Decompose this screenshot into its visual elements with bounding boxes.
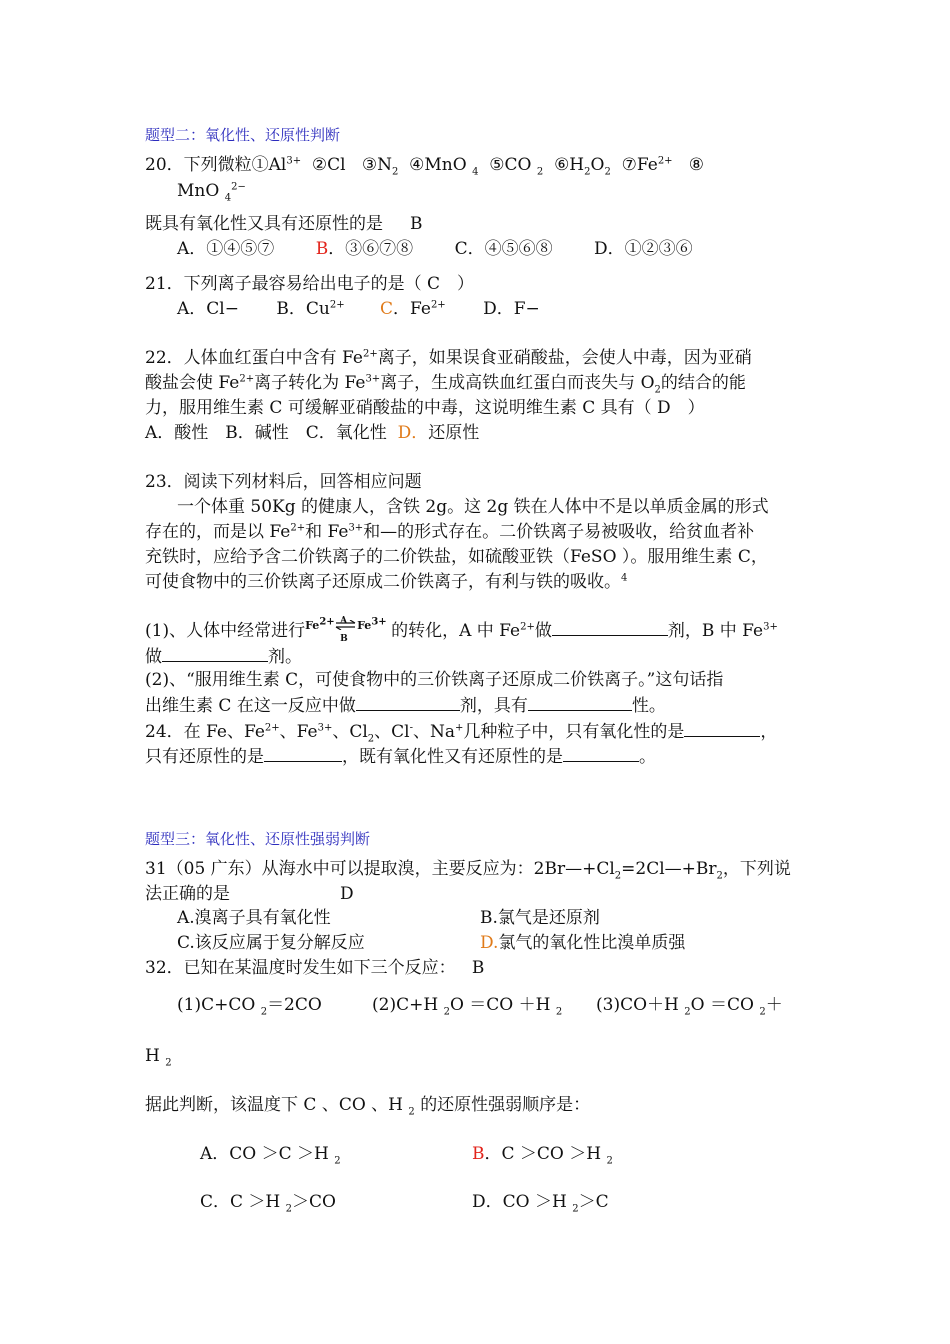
option-b-text: ．C ＞CO ＞H bbox=[484, 1144, 602, 1164]
question-23-para-3 bbox=[145, 546, 768, 568]
q23-text: (1)、人体中经常进行 bbox=[145, 621, 306, 641]
q31-text: =2Cl—+Br bbox=[621, 859, 717, 879]
q23-text: 可使食物中的三价铁离子还原成二价铁离子，有利与铁的吸收。 bbox=[145, 572, 621, 592]
q23-text: 和 Fe bbox=[305, 522, 349, 542]
option-d-text: 氯气的氧化性比溴单质强 bbox=[498, 933, 686, 953]
subscript: 2 bbox=[443, 1006, 450, 1018]
conversion-left-text: Fe bbox=[305, 619, 320, 632]
answer-blank[interactable] bbox=[356, 694, 460, 711]
superscript: 2+ bbox=[319, 616, 335, 628]
q32-text: H bbox=[145, 1046, 160, 1066]
q23-text: 充铁时，应给予含二价铁离子的二价铁盐，如硫酸亚铁（FeSO ）。服用维生素 C， bbox=[145, 547, 768, 567]
superscript: 2+ bbox=[239, 373, 255, 385]
q23-text: 23．阅读下列材料后，回答相应问题 bbox=[145, 472, 422, 492]
section-title-text: 题型二：氧化性、还原性判断 bbox=[145, 126, 341, 144]
question-23-sub-2-cont bbox=[145, 694, 666, 717]
subscript: 2 bbox=[654, 384, 661, 396]
superscript: 2+ bbox=[520, 621, 535, 633]
question-21-options bbox=[177, 298, 540, 320]
subscript: 2 bbox=[165, 1057, 172, 1069]
option-c-text: C.该反应属于复分解反应 bbox=[177, 933, 365, 953]
q23-text: 性。 bbox=[631, 696, 666, 716]
question-23-para-2 bbox=[145, 521, 754, 543]
q32-text: ＋ bbox=[765, 995, 783, 1015]
answer-blank[interactable] bbox=[264, 745, 342, 762]
q20-item: ③N bbox=[361, 155, 392, 175]
question-20-line-1 bbox=[145, 154, 704, 176]
superscript: 2− bbox=[231, 181, 246, 193]
superscript: 2+ bbox=[290, 522, 306, 534]
q24-text: ， bbox=[760, 722, 778, 742]
superscript: 4 bbox=[621, 572, 628, 584]
superscript: - bbox=[409, 722, 413, 734]
option-d: D．①②③⑥ bbox=[594, 239, 693, 259]
q24-text: 只有还原性的是 bbox=[145, 747, 264, 767]
q32-text: ＝2CO bbox=[267, 995, 322, 1015]
option-c: ．Fe bbox=[393, 299, 431, 319]
answer-blank[interactable] bbox=[684, 720, 760, 737]
option-a-text: A.溴离子具有氧化性 bbox=[177, 908, 331, 928]
q23-text: 做 bbox=[534, 621, 552, 641]
q23-text: 的转化，A 中 Fe bbox=[391, 621, 521, 641]
q24-text: 、Fe bbox=[279, 722, 318, 742]
option-d bbox=[472, 1191, 609, 1213]
superscript: + bbox=[455, 722, 464, 734]
option-b: ．③⑥⑦⑧ bbox=[328, 239, 414, 259]
q20-item: ④MnO bbox=[409, 155, 467, 175]
subscript: 2 bbox=[555, 1006, 563, 1018]
answer-blank[interactable] bbox=[162, 645, 268, 662]
q20-item: ⑥H bbox=[554, 155, 585, 175]
question-23-sub-1-cont bbox=[145, 645, 302, 668]
q32-text: (3)CO＋H bbox=[596, 995, 679, 1015]
conversion-label-b: B bbox=[340, 634, 348, 644]
question-31-line-1 bbox=[145, 858, 791, 880]
answer: B bbox=[471, 958, 485, 978]
superscript: 3+ bbox=[763, 621, 778, 633]
question-24-line-1 bbox=[145, 720, 777, 743]
option-c-letter: C bbox=[379, 299, 393, 319]
conversion-label-a: A bbox=[340, 616, 348, 626]
question-20-options bbox=[177, 238, 693, 260]
option-b bbox=[480, 907, 600, 929]
q23-text: (2)、“服用维生素 C，可使食物中的三价铁离子还原成二价铁离子。”这句话指 bbox=[145, 670, 724, 690]
option-b-letter: B bbox=[472, 1144, 485, 1164]
q24-text: 24．在 Fe、Fe bbox=[145, 722, 265, 742]
subscript: 2 bbox=[684, 1006, 691, 1018]
q23-text: 做 bbox=[145, 647, 162, 667]
q20-item: MnO bbox=[177, 181, 220, 201]
q32-text: (1)C+CO bbox=[177, 995, 256, 1015]
q20-item: ⑧ bbox=[688, 155, 705, 175]
subscript: 2 bbox=[536, 166, 544, 178]
question-23-sub-1 bbox=[145, 614, 778, 644]
option-d: D．F− bbox=[483, 299, 540, 319]
question-31-line-2 bbox=[145, 883, 354, 905]
option-c-text: C．C ＞H bbox=[200, 1192, 281, 1212]
subscript: 2 bbox=[367, 733, 375, 745]
question-20-line-3 bbox=[145, 213, 423, 235]
q22-text: 酸盐会使 Fe bbox=[145, 373, 240, 393]
q23-text: 剂。 bbox=[268, 647, 302, 667]
superscript: 2+ bbox=[657, 155, 673, 167]
subscript: 2 bbox=[716, 870, 723, 882]
conversion-right bbox=[357, 615, 387, 637]
superscript: 2+ bbox=[362, 348, 378, 360]
q22-text: 力，服用维生素 C 可缓解亚硝酸盐的中毒，这说明维生素 C 具有（ D ） bbox=[145, 398, 705, 418]
option-b: B．Cu bbox=[276, 299, 330, 319]
question-22-line-1 bbox=[145, 347, 752, 369]
answer: D bbox=[340, 884, 354, 904]
q23-text: 一个体重 50Kg 的健康人，含铁 2g。这 2g 铁在人体中不是以单质金属的形式 bbox=[177, 497, 769, 517]
superscript: 3+ bbox=[317, 722, 333, 734]
option-a-text: A．CO ＞C ＞H bbox=[200, 1144, 329, 1164]
q32-text: 32．已知在某温度时发生如下三个反应： bbox=[145, 958, 456, 978]
q23-text: 剂，B 中 Fe bbox=[667, 621, 764, 641]
q32-text: 据此判断，该温度下 C 、CO 、H bbox=[145, 1095, 403, 1115]
q24-text: 、Cl bbox=[332, 722, 368, 742]
answer: B bbox=[410, 214, 423, 234]
q22-text: 22．人体血红蛋白中含有 Fe bbox=[145, 348, 363, 368]
question-20-line-2 bbox=[177, 180, 246, 202]
subscript: 2 bbox=[606, 1155, 613, 1167]
subscript: 4 bbox=[224, 192, 232, 204]
subscript: 4 bbox=[472, 166, 479, 178]
q23-text: 和—的形式存在。二价铁离子易被吸收，给贫血者补 bbox=[363, 522, 755, 542]
question-24-line-2 bbox=[145, 745, 656, 768]
superscript: 2+ bbox=[430, 299, 446, 311]
subscript: 2 bbox=[604, 166, 611, 178]
section-title-text: 题型三：氧化性、还原性强弱判断 bbox=[145, 830, 371, 848]
superscript: 3+ bbox=[365, 373, 381, 385]
subscript: 2 bbox=[391, 166, 399, 178]
option-c bbox=[177, 932, 365, 954]
answer-blank[interactable] bbox=[563, 745, 639, 762]
q23-text: 存在的，而是以 Fe bbox=[145, 522, 291, 542]
option-d-letter: D． bbox=[397, 423, 429, 443]
reaction-3-cont bbox=[145, 1045, 172, 1067]
option-d bbox=[480, 932, 685, 954]
reaction-3 bbox=[596, 994, 783, 1016]
q24-text: ，既有氧化性又有还原性的是 bbox=[342, 747, 563, 767]
subscript: 2 bbox=[285, 1203, 293, 1215]
question-23-para-4 bbox=[145, 571, 627, 593]
option-d-letter: D. bbox=[480, 933, 499, 953]
q20-item: O bbox=[590, 155, 605, 175]
reaction-2 bbox=[372, 994, 562, 1016]
q24-text: 。 bbox=[639, 747, 656, 767]
option-c: C．④⑤⑥⑧ bbox=[454, 239, 553, 259]
section-title bbox=[145, 124, 340, 146]
conversion-right-text: Fe bbox=[357, 619, 372, 632]
option-b-letter: B bbox=[315, 239, 329, 259]
option-a: A．①④⑤⑦ bbox=[177, 239, 275, 259]
option-c-text: ＞CO bbox=[292, 1192, 336, 1212]
option-d-text: ＞C bbox=[578, 1192, 609, 1212]
q20-item: ②Cl bbox=[311, 155, 346, 175]
question-23-sub-2 bbox=[145, 669, 723, 691]
subscript: 2 bbox=[334, 1155, 341, 1167]
q32-text: O ＝CO ＋H bbox=[449, 995, 551, 1015]
option-c bbox=[200, 1191, 336, 1213]
question-23-para-1 bbox=[177, 496, 769, 518]
subscript: 2 bbox=[584, 166, 591, 178]
q24-text: 、Cl bbox=[374, 722, 410, 742]
subscript: 2 bbox=[408, 1106, 415, 1118]
q22-options-text: A．酸性 B．碱性 C．氧化性 bbox=[145, 423, 387, 443]
superscript: 2+ bbox=[264, 722, 280, 734]
question-32-stem bbox=[145, 957, 484, 979]
question-22-line-3 bbox=[145, 397, 705, 419]
option-a: A．Cl− bbox=[177, 299, 239, 319]
option-b bbox=[472, 1143, 613, 1165]
q23-text: 出维生素 C 在这一反应中做 bbox=[145, 696, 356, 716]
option-a bbox=[200, 1143, 341, 1165]
question-22-line-2 bbox=[145, 372, 746, 394]
q22-text: 离子，如果误食亚硝酸盐，会使人中毒，因为亚硝 bbox=[377, 348, 752, 368]
superscript: 3+ bbox=[371, 616, 387, 628]
conversion-diagram bbox=[305, 614, 391, 644]
subscript: 2 bbox=[260, 1006, 268, 1018]
q21-text: 21．下列离子最容易给出电子的是（ C ） bbox=[145, 274, 475, 294]
q22-text: 的结合的能 bbox=[660, 373, 746, 393]
subscript: 2 bbox=[614, 870, 622, 882]
question-32-judge bbox=[145, 1094, 590, 1116]
answer-blank[interactable] bbox=[528, 694, 632, 711]
q32-text: O ＝CO bbox=[690, 995, 754, 1015]
q20-text: 既具有氧化性又具有还原性的是 bbox=[145, 214, 383, 234]
section-title bbox=[145, 828, 370, 850]
q31-text: 法正确的是 bbox=[145, 884, 230, 904]
q24-text: 几种粒子中，只有氧化性的是 bbox=[463, 722, 685, 742]
subscript: 2 bbox=[759, 1006, 766, 1018]
q23-text: 剂，具有 bbox=[459, 696, 528, 716]
answer-blank[interactable] bbox=[552, 619, 668, 636]
q20-item: ⑤CO bbox=[489, 155, 532, 175]
option-b-text: B.氯气是还原剂 bbox=[480, 908, 600, 928]
question-23-stem bbox=[145, 471, 422, 493]
conversion-left bbox=[305, 615, 335, 637]
subscript: 2 bbox=[572, 1203, 579, 1215]
superscript: 3+ bbox=[286, 155, 302, 167]
q20-item: ⑦Fe bbox=[621, 155, 658, 175]
q31-text: ，下列说 bbox=[722, 859, 791, 879]
option-a bbox=[177, 907, 331, 929]
q22-text: 离子，生成高铁血红蛋白而丧失与 O bbox=[380, 373, 655, 393]
question-21-stem bbox=[145, 273, 474, 295]
q31-text: 31（05 广东）从海水中可以提取溴，主要反应为：2Br—+Cl bbox=[145, 859, 615, 879]
superscript: 2+ bbox=[329, 299, 345, 311]
q22-text: 离子转化为 Fe bbox=[254, 373, 366, 393]
q20-text: 20．下列微粒①Al bbox=[145, 155, 287, 175]
option-d: 还原性 bbox=[428, 423, 480, 443]
q32-text: 的还原性强弱顺序是： bbox=[420, 1095, 591, 1115]
superscript: 3+ bbox=[348, 522, 364, 534]
q24-text: 、Na bbox=[413, 722, 456, 742]
option-d-text: D．CO ＞H bbox=[472, 1192, 567, 1212]
reaction-1 bbox=[177, 994, 322, 1016]
q32-text: (2)C+H bbox=[372, 995, 439, 1015]
question-22-options bbox=[145, 422, 479, 444]
